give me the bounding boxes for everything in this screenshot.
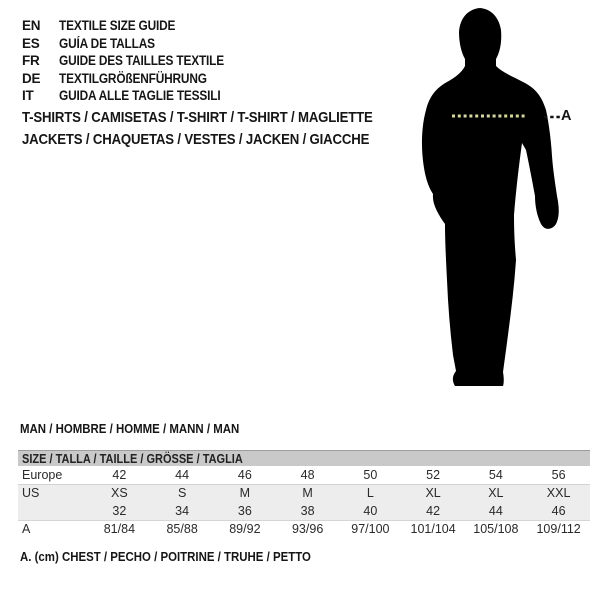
language-code: DE [22,70,41,86]
category-line-text: T-SHIRTS / CAMISETAS / T-SHIRT / T-SHIRT / MAGLIETTE [22,109,373,127]
row-label: A [22,522,31,537]
table-row [18,485,590,503]
size-value-cell: 48 [300,467,315,482]
size-value-cell: 40 [363,503,378,518]
language-guide-label-text: TEXTILE SIZE GUIDE [59,18,176,34]
size-value-cell: 93/96 [291,522,324,537]
size-value-cell: 56 [551,467,566,482]
size-value-cell: 34 [175,503,190,518]
language-guide-label-text: GUIDE DES TAILLES TEXTILE [59,53,225,69]
size-value-cell: 32 [112,503,127,518]
language-code: EN [22,18,41,34]
size-table-header-text: SIZE / TALLA / TAILLE / GRÖSSE / TAGLIA [22,451,243,466]
section-title [20,421,269,436]
size-value-cell: 44 [488,503,503,518]
size-value-cell: XL [425,486,441,501]
language-guide-label-text: TEXTILGRÖßENFÜHRUNG [59,70,207,86]
language-guide-label-text: GUÍA DE TALLAS [59,35,155,51]
size-value-cell: 38 [300,503,315,518]
table-row [18,521,590,539]
size-value-cell: 105/108 [473,522,519,537]
size-value-cell: L [366,486,374,501]
size-value-cell: 81/84 [103,522,136,537]
table-row [18,502,590,521]
size-value-cell: 52 [426,467,441,482]
size-value-cell: 44 [175,467,190,482]
size-value-cell: XL [488,486,504,501]
size-value-cell: 36 [237,503,252,518]
size-value-cell: 89/92 [229,522,261,537]
size-table-header [18,450,590,466]
size-table [18,450,590,538]
man-silhouette-shape [422,8,559,386]
language-guide-label-text: GUIDA ALLE TAGLIE TESSILI [59,88,221,104]
size-value-cell: 109/112 [536,522,581,537]
size-value-cell: 50 [363,467,378,482]
size-value-cell: 97/100 [351,522,390,537]
measurement-footnote-text: A. (cm) CHEST / PECHO / POITRINE / TRUHE / PETTO [20,549,311,564]
size-value-cell: M [239,486,251,501]
size-value-cell: M [302,486,313,501]
size-value-cell: 101/104 [410,522,456,537]
language-code: IT [22,88,34,104]
size-value-cell: 85/88 [166,522,198,537]
language-code: FR [22,53,40,69]
size-value-cell: 54 [488,467,503,482]
size-table-body [18,466,590,538]
size-value-cell: 42 [426,503,441,518]
size-value-cell: 46 [551,503,566,518]
language-code: ES [22,35,40,51]
size-value-cell: 46 [237,467,252,482]
size-value-cell: XS [111,486,128,501]
size-value-cell: S [177,486,187,501]
category-line-text: JACKETS / CHAQUETAS / VESTES / JACKEN / GIACCHE [22,130,370,148]
section-title-text: MAN / HOMBRE / HOMME / MANN / MAN [20,421,240,436]
row-label: Europe [22,467,63,482]
size-value-cell: XXL [546,486,571,501]
measurement-footnote [20,549,351,564]
size-value-cell: 42 [112,467,127,482]
table-row [18,466,590,485]
row-label: US [22,486,40,501]
measurement-a-label: A [561,108,572,124]
